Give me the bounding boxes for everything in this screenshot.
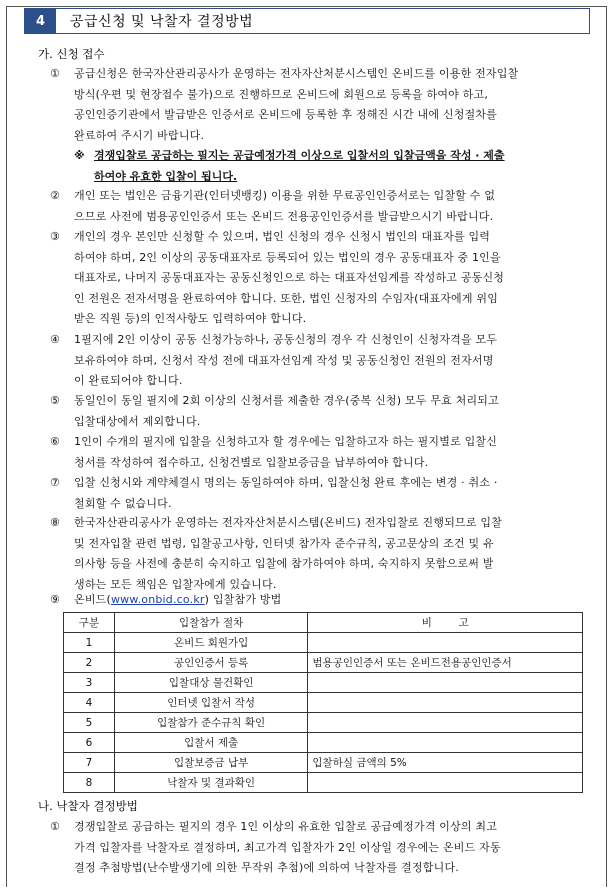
section-b-title: 나. 낙찰자 결정방법 (38, 799, 138, 813)
table-cell: 3 (64, 673, 115, 693)
item-line: 1필지에 2인 이상이 공동 신청가능하나, 공동신청의 경우 각 신청인이 신청자격을 모두 (74, 333, 498, 346)
item-line: 인 전원은 전자서명을 완료하여야 합니다. 또한, 법인 신청자의 수임자(대표자에게 위임 (74, 291, 499, 305)
list-item (50, 64, 592, 146)
item-line: 입찰대상에서 제외합니다. (74, 414, 201, 428)
section-header-title: 공급신청 및 낙찰자 결정방법 (70, 14, 254, 30)
table-header-cell: 구분 (64, 613, 115, 633)
item-marker: ④ (50, 333, 61, 346)
item-line: 한국자산관리공사가 운영하는 전자자산처분시스템(온비드) 전자입찰로 진행되므로 입찰 (74, 516, 503, 529)
note-mark: ※ (74, 149, 85, 162)
item-marker: ⑧ (50, 516, 61, 529)
table-cell: 범용공인인증서 또는 온비드전용공인인증서 (308, 653, 583, 673)
table-cell: 2 (64, 653, 115, 673)
item-marker: ⑥ (50, 435, 61, 448)
table-cell (308, 713, 583, 733)
table-header-row (64, 613, 583, 633)
item-line: 입찰 신청시와 계약체결시 명의는 동일하여야 하며, 입찰신청 완료 후에는 변경 · 취소 · (74, 476, 498, 489)
item-line: 청서를 작성하여 접수하고, 신청건별로 입찰보증금을 납부하여야 합니다. (74, 455, 429, 469)
table-row (64, 773, 583, 793)
table-cell: 입찰보증금 납부 (114, 753, 308, 773)
table-header-cell: 입찰참가 절차 (114, 613, 308, 633)
item9-suffix: ) 입찰참가 방법 (204, 593, 282, 606)
table-cell: 입찰서 제출 (114, 733, 308, 753)
table-cell: 온비드 회원가입 (114, 633, 308, 653)
item-line: 동일인이 동일 필지에 2회 이상의 신청서를 제출한 경우(중복 신청) 모두 무효 처리되고 (74, 394, 499, 407)
table-cell (308, 693, 583, 713)
list-item (50, 473, 592, 514)
item-line: 으므로 사전에 범용공인인증서 또는 온비드 전용공인인증서를 발급받으시기 바랍니다. (74, 209, 494, 223)
item-line: 공급신청은 한국자산관리공사가 운영하는 전자자산처분시스템인 온비드를 이용한 전자입찰 (74, 67, 519, 80)
item-line: 가격 입찰자를 낙찰자로 결정하며, 최고가격 입찰자가 2인 이상일 경우에는 온비드 자동 (74, 840, 501, 854)
table-cell: 7 (64, 753, 115, 773)
procedure-table (63, 612, 583, 793)
item-line: 하여야 하며, 2인 이상의 공동대표자로 등록되어 있는 법인의 경우 공동대표자 중 1인을 (74, 250, 501, 264)
item-line: 결정 추첨방법(난수발생기에 의한 무작위 추첨)에 의하여 낙찰자를 결정합니다. (74, 861, 459, 874)
table-cell: 4 (64, 693, 115, 713)
item-marker: ① (50, 820, 61, 833)
note-line: 경쟁입찰로 공급하는 필지는 공급예정가격 이상으로 입찰서의 입찰금액을 작성 · 제출 (94, 149, 505, 162)
item-marker: ③ (50, 230, 61, 243)
item-line: 대표자로, 나머지 공동대표자는 공동신청인으로 하는 대표자선임계를 작성하고 공동신청 (74, 271, 505, 284)
table-row (64, 653, 583, 673)
item-line: 완료하여 주시기 바랍니다. (74, 128, 205, 142)
list-item (50, 391, 592, 432)
table-row (64, 673, 583, 693)
list-item (50, 330, 592, 392)
list-item (50, 513, 592, 595)
table-header-cell: 비 고 (308, 613, 583, 633)
table-cell: 공인인증서 등록 (114, 653, 308, 673)
list-item (50, 590, 592, 611)
item-line: 철회할 수 없습니다. (74, 496, 172, 510)
table-cell: 입찰하실 금액의 5% (308, 753, 583, 773)
table-cell: 5 (64, 713, 115, 733)
item-line: 의사항 등을 사전에 충분히 숙지하고 입찰에 참가하여야 하며, 숙지하지 못함으로써 발 (74, 557, 494, 570)
item-line: 보유하여야 하며, 신청서 작성 전에 대표자선임계 작성 및 공동신청인 전원의 전자서명 (74, 353, 494, 367)
table-cell: 낙찰자 및 결과확인 (114, 773, 308, 793)
item-marker: ⑨ (50, 593, 61, 606)
table-row (64, 633, 583, 653)
item-marker: ⑤ (50, 394, 61, 407)
section-header (24, 8, 590, 34)
item-line: 받은 직원 등)의 인적사항도 입력하여야 합니다. (74, 312, 307, 325)
table-cell: 6 (64, 733, 115, 753)
item-line: 경쟁입찰로 공급하는 필지의 경우 1인 이상의 유효한 입찰로 공급예정가격 이상의 최고 (74, 820, 498, 833)
list-item (50, 432, 592, 473)
list-item (50, 817, 592, 879)
item-marker: ⑦ (50, 476, 61, 489)
table-cell (308, 733, 583, 753)
item-marker: ① (50, 67, 61, 80)
item-line: 생하는 모든 책임은 입찰자에게 있습니다. (74, 577, 277, 591)
section-number-badge: 4 (25, 9, 56, 33)
table-cell: 인터넷 입찰서 작성 (114, 693, 308, 713)
note-line: 하여야 유효한 입찰이 됩니다. (94, 169, 238, 183)
item-line: 1인이 수개의 필지에 입찰을 신청하고자 할 경우에는 입찰하고자 하는 필지별로 입찰신 (74, 435, 498, 448)
table-cell: 1 (64, 633, 115, 653)
table-row (64, 713, 583, 733)
table-row (64, 753, 583, 773)
item-line: 및 전자입찰 관련 법령, 입찰공고사항, 인터넷 참가자 준수규칙, 공고문상의 조건 및 유 (74, 536, 494, 550)
list-item (50, 227, 592, 330)
item-line: 방식(우편 및 현장접수 불가)으로 진행하므로 온비드에 회원으로 등록을 하여야 하고, (74, 87, 489, 101)
item-line: 이 완료되어야 합니다. (74, 374, 183, 387)
table-cell (308, 673, 583, 693)
table-cell (308, 633, 583, 653)
table-row (64, 733, 583, 753)
onbid-link[interactable]: www.onbid.co.kr (110, 593, 205, 606)
note-block (74, 146, 584, 187)
list-item (50, 186, 592, 227)
item-line: 공인인증기관에서 발급받은 인증서로 온비드에 등록한 후 정해진 시간 내에 신청절차를 (74, 108, 498, 121)
table-cell: 입찰참가 준수규칙 확인 (114, 713, 308, 733)
item-line (50, 590, 592, 611)
item-line: 개인 또는 법인은 금융기관(인터넷뱅킹) 이용을 위한 무료공인인증서로는 입찰할 수 없 (74, 189, 496, 202)
item-line: 개인의 경우 본인만 신청할 수 있으며, 법인 신청의 경우 신청시 법인의 대표자를 입력 (74, 230, 491, 243)
table-cell (308, 773, 583, 793)
table-row (64, 693, 583, 713)
item-marker: ② (50, 189, 61, 202)
table-cell: 입찰대상 물건확인 (114, 673, 308, 693)
section-a-title: 가. 신청 접수 (38, 47, 105, 61)
item9-prefix: 온비드( (74, 593, 111, 606)
table-cell: 8 (64, 773, 115, 793)
